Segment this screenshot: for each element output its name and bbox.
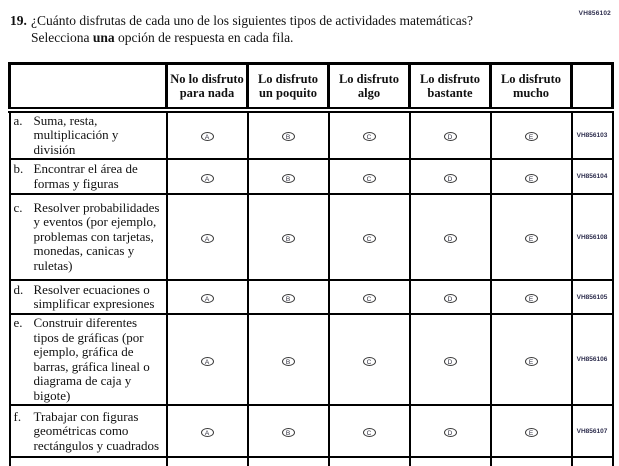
row-letter: e.	[13, 315, 23, 331]
answer-bubble-b[interactable]: B	[282, 234, 295, 243]
table-row-d	[10, 280, 613, 314]
option-cell	[410, 194, 491, 280]
question-text	[31, 13, 475, 47]
row-label-cell	[10, 405, 167, 457]
answer-bubble-b[interactable]: B	[282, 428, 295, 437]
empty-cell	[491, 457, 572, 466]
option-cell	[248, 405, 329, 457]
row-code: VH856105	[572, 280, 613, 314]
row-label: Construir diferentes tipos de gráficas (por ejemplo, gráfica de barras, gráfica lineal o diagrama de caja y bigote)	[33, 315, 150, 403]
column-header-lo-disfruto-mucho: Lo disfruto mucho	[491, 64, 572, 110]
empty-cell	[572, 457, 613, 466]
row-label: Suma, resta, multiplicación y división	[33, 112, 119, 157]
answer-bubble-c[interactable]: C	[363, 428, 376, 437]
option-cell	[167, 110, 248, 160]
row-label-cell	[10, 110, 167, 160]
option-cell	[410, 314, 491, 405]
answer-bubble-b[interactable]: B	[282, 132, 295, 141]
option-cell	[248, 110, 329, 160]
answer-bubble-b[interactable]: B	[282, 294, 295, 303]
empty-cell	[10, 457, 167, 466]
table-row-partial	[10, 457, 613, 466]
option-cell	[329, 314, 410, 405]
option-cell	[329, 194, 410, 280]
answer-bubble-a[interactable]: A	[201, 357, 214, 366]
answer-bubble-a[interactable]: A	[201, 234, 214, 243]
question-text-end: opción de respuesta en cada fila.	[114, 29, 294, 45]
answer-bubble-d[interactable]: D	[444, 132, 457, 141]
row-label: Resolver ecuaciones o simplificar expresiones	[33, 281, 155, 312]
answer-bubble-c[interactable]: C	[363, 132, 376, 141]
empty-cell	[167, 457, 248, 466]
answer-bubble-d[interactable]: D	[444, 294, 457, 303]
option-cell	[167, 314, 248, 405]
enjoyment-matrix-table	[8, 62, 614, 466]
row-code: VH856108	[572, 194, 613, 280]
answer-bubble-d[interactable]: D	[444, 174, 457, 183]
empty-cell	[329, 457, 410, 466]
row-label-cell	[10, 159, 167, 194]
answer-bubble-a[interactable]: A	[201, 132, 214, 141]
page-code: VH856102	[578, 10, 611, 17]
row-code: VH856104	[572, 159, 613, 194]
option-cell	[491, 280, 572, 314]
row-code: VH856106	[572, 314, 613, 405]
header-row	[10, 64, 613, 110]
empty-cell	[410, 457, 491, 466]
option-cell	[410, 280, 491, 314]
table-row-c	[10, 194, 613, 280]
question-text-bold: una	[92, 29, 115, 45]
option-cell	[167, 280, 248, 314]
row-label-cell	[10, 314, 167, 405]
option-cell	[248, 280, 329, 314]
option-cell	[410, 110, 491, 160]
table-row-b	[10, 159, 613, 194]
answer-bubble-d[interactable]: D	[444, 357, 457, 366]
option-cell	[410, 405, 491, 457]
question-block	[10, 13, 475, 47]
row-label: Trabajar con figuras geométricas como rectángulos y cuadrados	[33, 408, 160, 453]
question-number: 19.	[10, 13, 27, 28]
answer-bubble-d[interactable]: D	[444, 428, 457, 437]
option-cell	[167, 159, 248, 194]
empty-cell	[248, 457, 329, 466]
column-header-code	[572, 64, 613, 110]
option-cell	[410, 159, 491, 194]
option-cell	[329, 280, 410, 314]
row-letter: f.	[13, 408, 22, 424]
answer-bubble-c[interactable]: C	[363, 174, 376, 183]
answer-bubble-b[interactable]: B	[282, 174, 295, 183]
column-header-lo-disfruto-algo: Lo disfruto algo	[329, 64, 410, 110]
answer-bubble-a[interactable]: A	[201, 428, 214, 437]
row-letter: d.	[13, 281, 24, 297]
row-label-cell	[10, 194, 167, 280]
row-code: VH856107	[572, 405, 613, 457]
option-cell	[491, 405, 572, 457]
answer-bubble-e[interactable]: E	[525, 132, 538, 141]
row-letter: b.	[13, 161, 24, 177]
answer-bubble-e[interactable]: E	[525, 234, 538, 243]
column-header-no-lo-disfruto-para-nada: No lo disfruto para nada	[167, 64, 248, 110]
answer-bubble-c[interactable]: C	[363, 357, 376, 366]
option-cell	[248, 314, 329, 405]
answer-bubble-e[interactable]: E	[525, 428, 538, 437]
answer-bubble-d[interactable]: D	[444, 234, 457, 243]
row-code: VH856103	[572, 110, 613, 160]
option-cell	[167, 405, 248, 457]
option-cell	[329, 405, 410, 457]
table-row-e	[10, 314, 613, 405]
row-label: Resolver probabilidades y eventos (por ejemplo, problemas con tarjetas, monedas, canicas y ruletas)	[33, 199, 160, 273]
answer-bubble-a[interactable]: A	[201, 294, 214, 303]
column-header-empty	[10, 64, 167, 110]
row-label-cell	[10, 280, 167, 314]
row-label: Encontrar el área de formas y figuras	[33, 161, 138, 191]
answer-bubble-c[interactable]: C	[363, 234, 376, 243]
row-letter: a.	[13, 112, 23, 128]
option-cell	[491, 194, 572, 280]
option-cell	[329, 110, 410, 160]
option-cell	[167, 194, 248, 280]
option-cell	[491, 159, 572, 194]
option-cell	[248, 194, 329, 280]
answer-bubble-e[interactable]: E	[525, 174, 538, 183]
table-row-f	[10, 405, 613, 457]
answer-bubble-e[interactable]: E	[525, 294, 538, 303]
option-cell	[491, 314, 572, 405]
answer-bubble-b[interactable]: B	[282, 357, 295, 366]
option-cell	[248, 159, 329, 194]
option-cell	[329, 159, 410, 194]
answer-bubble-a[interactable]: A	[201, 174, 214, 183]
answer-bubble-c[interactable]: C	[363, 294, 376, 303]
column-header-lo-disfruto-bastante: Lo disfruto bastante	[410, 64, 491, 110]
table-row-a	[10, 110, 613, 160]
question-text-start: ¿Cuánto disfrutas de cada uno de los siguientes tipos de actividades matemáticas? Selecciona	[31, 13, 473, 45]
row-letter: c.	[13, 199, 23, 215]
column-header-lo-disfruto-un-poquito: Lo disfruto un poquito	[248, 64, 329, 110]
answer-bubble-e[interactable]: E	[525, 357, 538, 366]
option-cell	[491, 110, 572, 160]
